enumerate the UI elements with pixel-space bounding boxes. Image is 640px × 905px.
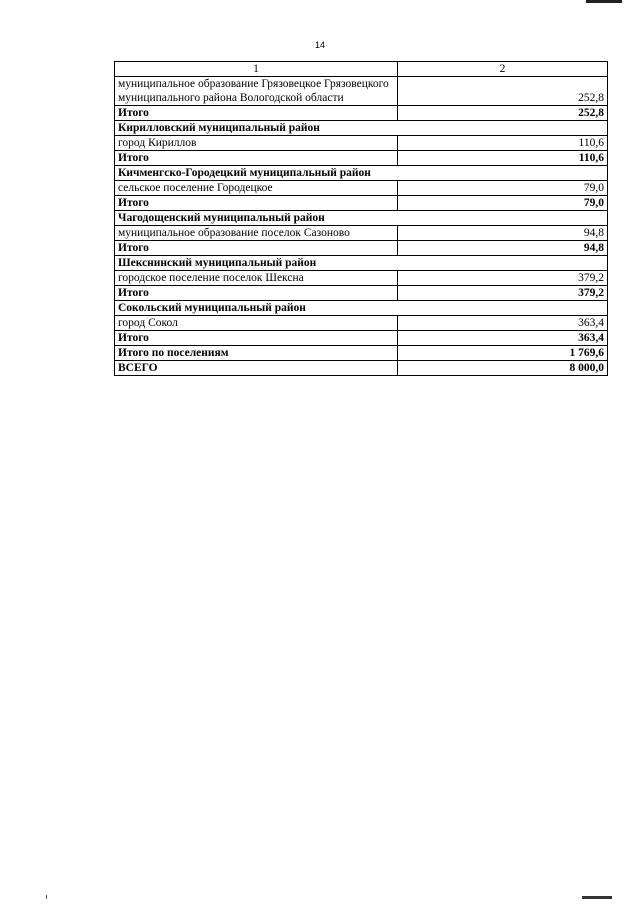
- row-value: 79,0: [398, 196, 608, 211]
- section-row: [115, 166, 608, 181]
- row-value: 379,2: [398, 286, 608, 301]
- row-name: Итого по поселениям: [115, 346, 398, 361]
- row-value: 110,6: [398, 136, 608, 151]
- subtotal-row: [115, 331, 608, 346]
- row-value: 363,4: [398, 331, 608, 346]
- row-value: 252,8: [398, 106, 608, 121]
- row-name: Итого: [115, 331, 398, 346]
- table-row: [115, 226, 608, 241]
- section-title: Кирилловский муниципальный район: [115, 121, 608, 136]
- row-name: Итого: [115, 106, 398, 121]
- row-value: 252,8: [398, 77, 608, 106]
- table-row: [115, 77, 608, 106]
- row-value: 8 000,0: [398, 361, 608, 376]
- section-title: Кичменгско-Городецкий муниципальный район: [115, 166, 608, 181]
- row-name: ВСЕГО: [115, 361, 398, 376]
- row-value: 110,6: [398, 151, 608, 166]
- subtotal-row: [115, 151, 608, 166]
- row-name: Итого: [115, 196, 398, 211]
- row-value: 363,4: [398, 316, 608, 331]
- subtotal-row: [115, 286, 608, 301]
- section-title: Сокольский муниципальный район: [115, 301, 608, 316]
- table-row: [115, 316, 608, 331]
- subtotal-row: [115, 241, 608, 256]
- row-name: Итого: [115, 151, 398, 166]
- table-row: [115, 271, 608, 286]
- section-title: Шекснинский муниципальный район: [115, 256, 608, 271]
- row-value: 1 769,6: [398, 346, 608, 361]
- column-header-1: 1: [115, 62, 398, 77]
- row-name: Итого: [115, 286, 398, 301]
- page-number: 14: [314, 40, 325, 50]
- row-name: городское поселение поселок Шексна: [115, 271, 398, 286]
- table-row: [115, 136, 608, 151]
- row-value: 79,0: [398, 181, 608, 196]
- row-name: муниципальное образование поселок Сазоново: [115, 226, 398, 241]
- row-name: муниципальное образование Грязовецкое Грязовецкого муниципального района Вологодской области: [115, 77, 398, 106]
- row-name: город Сокол: [115, 316, 398, 331]
- subtotal-row: [115, 106, 608, 121]
- table-header-row: [115, 62, 608, 77]
- row-name: Итого: [115, 241, 398, 256]
- row-name: сельское поселение Городецкое: [115, 181, 398, 196]
- section-row: [115, 211, 608, 226]
- column-header-2: 2: [398, 62, 608, 77]
- row-name: город Кириллов: [115, 136, 398, 151]
- section-title: Чагодощенский муниципальный район: [115, 211, 608, 226]
- scan-mark-top: [586, 0, 622, 3]
- scan-mark-left: [46, 895, 47, 899]
- subtotal-row: [115, 196, 608, 211]
- section-row: [115, 256, 608, 271]
- table-row: [115, 181, 608, 196]
- subtotal-row: [115, 346, 608, 361]
- row-value: 379,2: [398, 271, 608, 286]
- scan-mark-bottom: [582, 896, 612, 899]
- section-row: [115, 301, 608, 316]
- allocation-table: [114, 61, 608, 376]
- table-body: [115, 62, 608, 376]
- section-row: [115, 121, 608, 136]
- row-value: 94,8: [398, 241, 608, 256]
- row-value: 94,8: [398, 226, 608, 241]
- subtotal-row: [115, 361, 608, 376]
